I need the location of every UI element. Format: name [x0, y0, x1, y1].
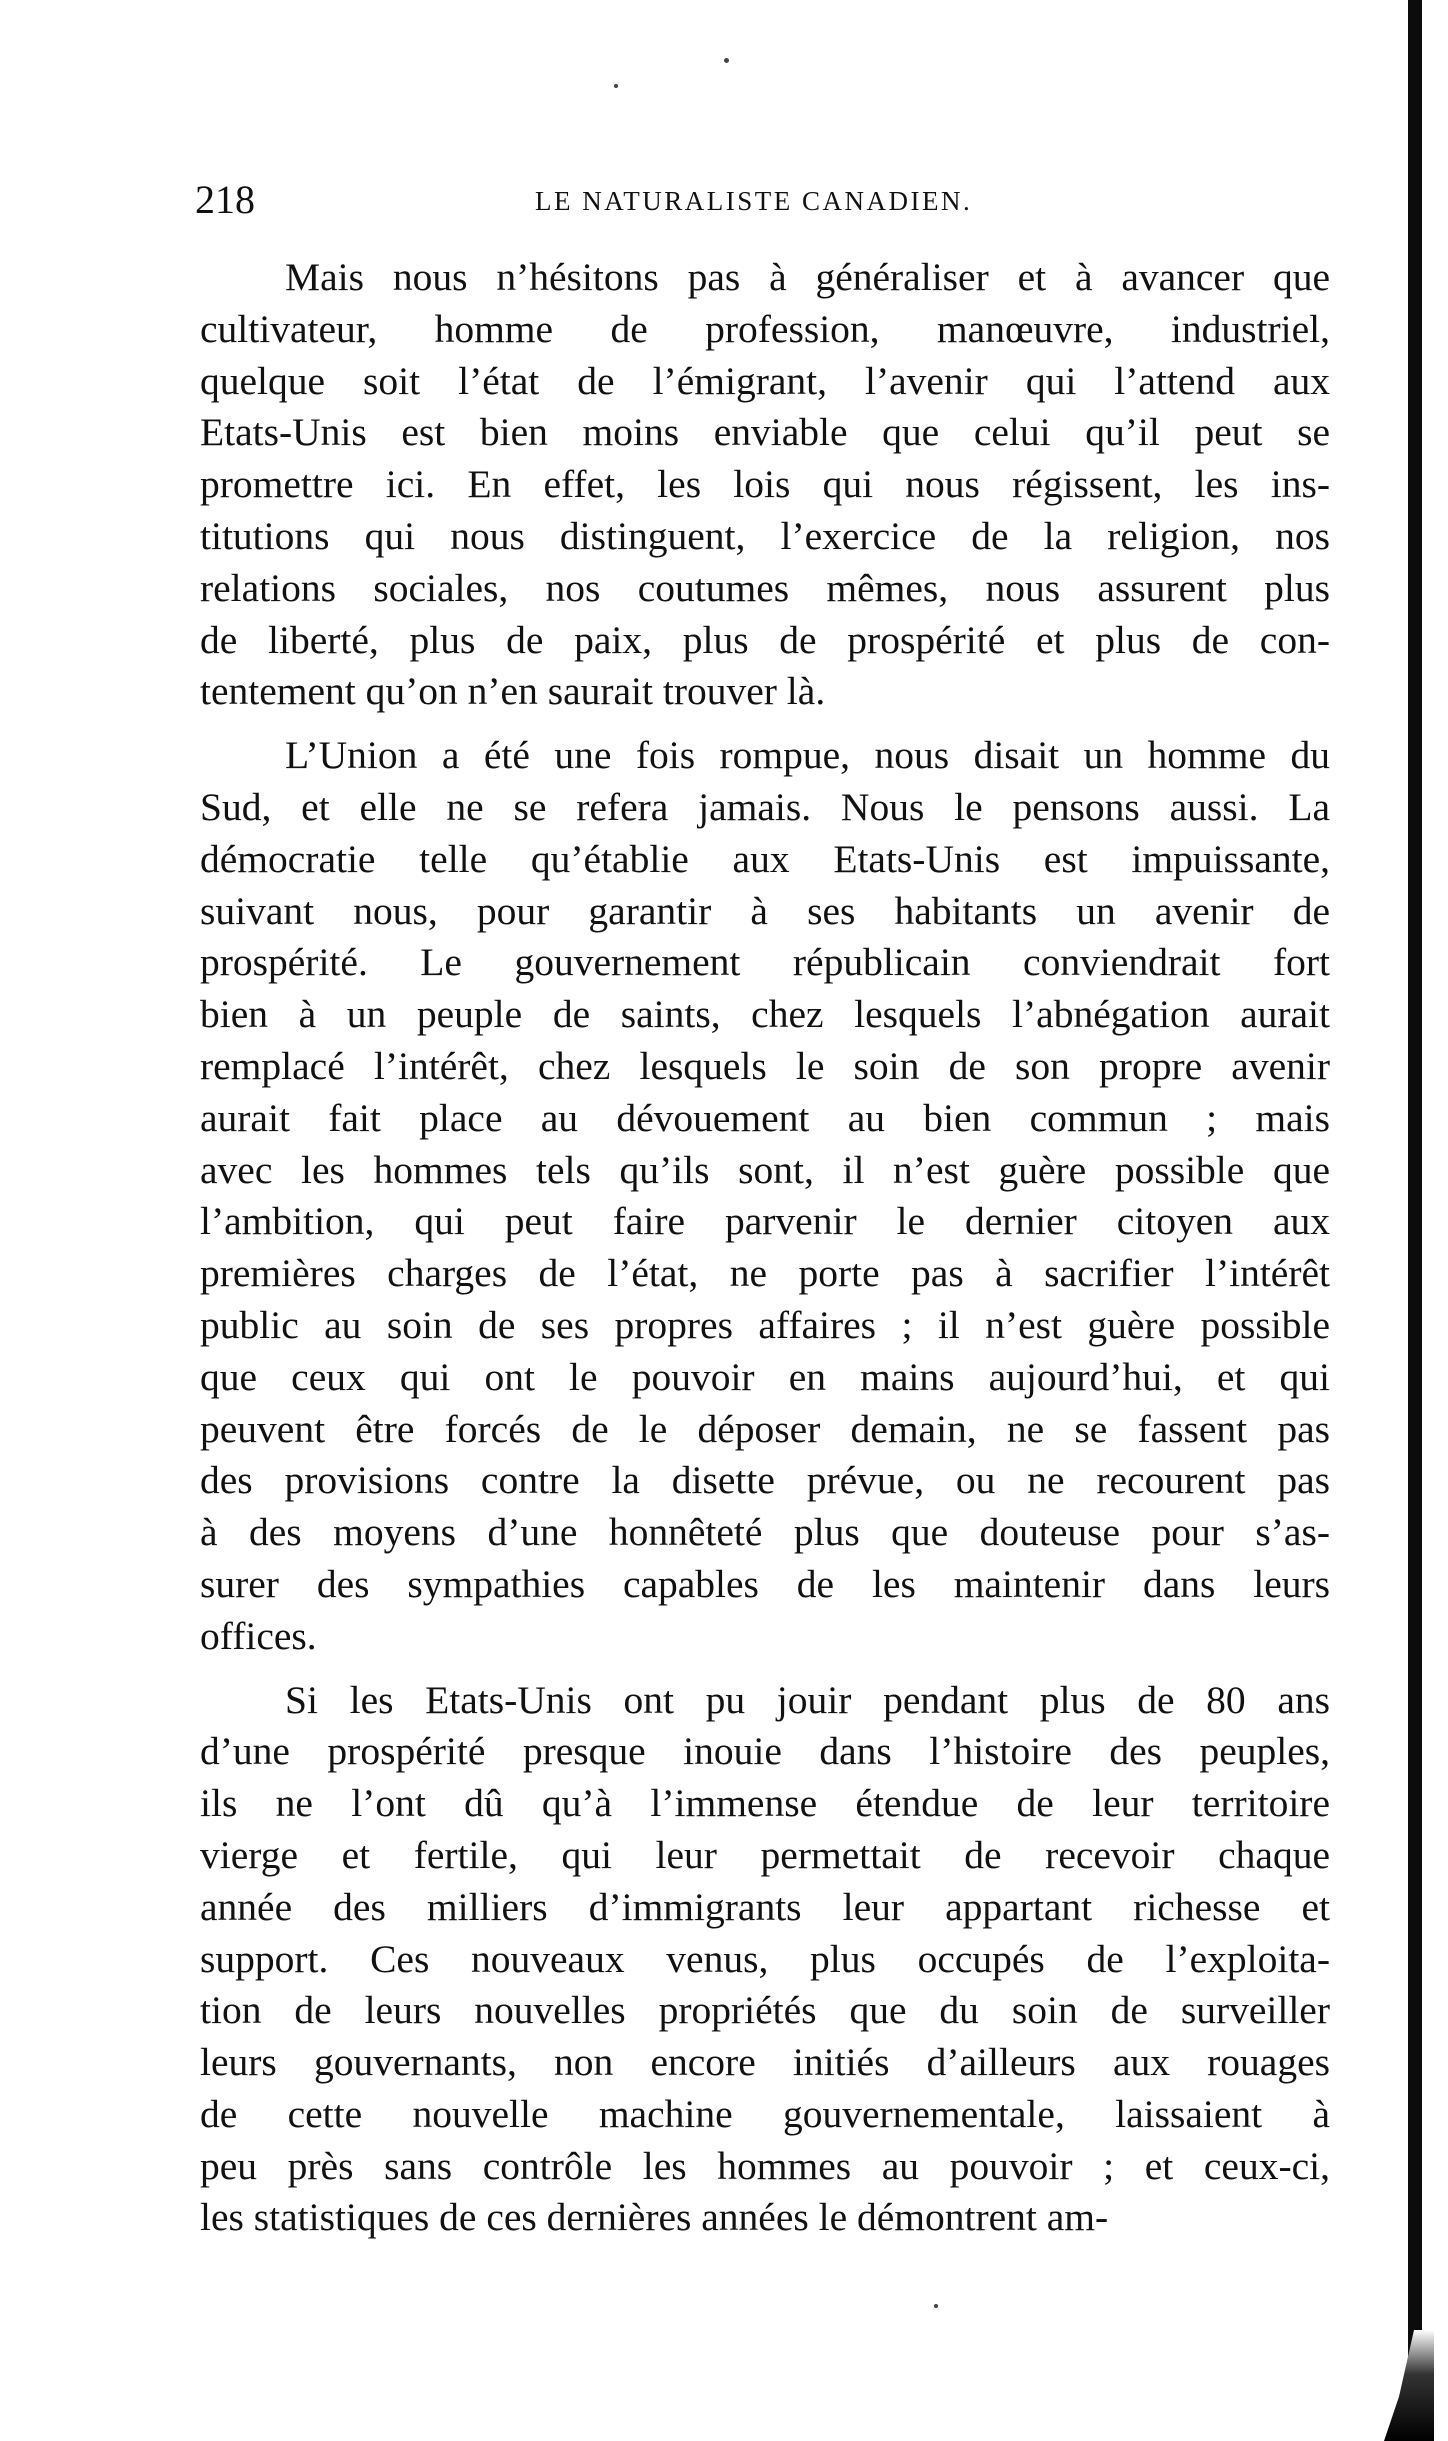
- page-header: [195, 175, 1335, 225]
- text-line: remplacé l’intérêt, chez lesquels le soin de son propre avenir: [200, 1043, 1330, 1088]
- text-line: bien à un peuple de saints, chez lesquels l’abnégation aurait: [200, 992, 1330, 1037]
- text-line: aurait fait place au dévouement au bien commun ; mais: [200, 1095, 1330, 1140]
- paragraph: [200, 252, 1330, 718]
- text-line: prospérité. Le gouvernement républicain conviendrait fort: [200, 940, 1330, 985]
- text-line: de liberté, plus de paix, plus de prospérité et plus de con-: [200, 617, 1330, 662]
- text-line: ils ne l’ont dû qu’à l’immense étendue de leur territoire: [200, 1781, 1330, 1826]
- text-line: l’ambition, qui peut faire parvenir le dernier citoyen aux: [200, 1199, 1330, 1244]
- body-text: [200, 252, 1330, 2256]
- text-line: promettre ici. En effet, les lois qui nous régissent, les ins-: [200, 462, 1330, 507]
- ink-speck: [724, 58, 729, 63]
- text-line: surer des sympathies capables de les maintenir dans leurs: [200, 1561, 1330, 1606]
- text-line: suivant nous, pour garantir à ses habitants un avenir de: [200, 888, 1330, 933]
- paragraph: [200, 1675, 1330, 2245]
- text-line: avec les hommes tels qu’ils sont, il n’est guère possible que: [200, 1147, 1330, 1192]
- text-line: de cette nouvelle machine gouvernementale, laissaient à: [200, 2091, 1330, 2136]
- text-line: Sud, et elle ne se refera jamais. Nous le pensons aussi. La: [200, 784, 1330, 829]
- text-line: année des milliers d’immigrants leur appartant richesse et: [200, 1884, 1330, 1929]
- ink-speck: [934, 2304, 938, 2308]
- text-line: cultivateur, homme de profession, manœuvre, industriel,: [200, 306, 1330, 351]
- text-line: premières charges de l’état, ne porte pas à sacrifier l’intérêt: [200, 1251, 1330, 1296]
- text-line: Etats-Unis est bien moins enviable que celui qu’il peut se: [200, 410, 1330, 455]
- text-line: d’une prospérité presque inouie dans l’histoire des peuples,: [200, 1729, 1330, 1774]
- text-line: vierge et fertile, qui leur permettait de recevoir chaque: [200, 1832, 1330, 1877]
- text-line: que ceux qui ont le pouvoir en mains aujourd’hui, et qui: [200, 1354, 1330, 1399]
- page-number: 218: [195, 177, 255, 222]
- text-line: relations sociales, nos coutumes mêmes, nous assurent plus: [200, 565, 1330, 610]
- text-line: leurs gouvernants, non encore initiés d’ailleurs aux rouages: [200, 2040, 1330, 2085]
- text-line: peu près sans contrôle les hommes au pouvoir ; et ceux-ci,: [200, 2143, 1330, 2188]
- text-line: à des moyens d’une honnêteté plus que douteuse pour s’as-: [200, 1510, 1330, 1555]
- text-line: démocratie telle qu’établie aux Etats-Unis est impuissante,: [200, 836, 1330, 881]
- running-title: LE NATURALISTE CANADIEN.: [535, 186, 973, 216]
- paragraph: [200, 730, 1330, 1662]
- text-line: support. Ces nouveaux venus, plus occupés de l’exploita-: [200, 1936, 1330, 1981]
- text-line: Si les Etats-Unis ont pu jouir pendant plus de 80 ans: [285, 1677, 1330, 1722]
- text-line: offices.: [200, 1613, 317, 1658]
- text-line: quelque soit l’état de l’émigrant, l’avenir qui l’attend aux: [200, 358, 1330, 403]
- ink-speck: [614, 84, 618, 88]
- text-line: L’Union a été une fois rompue, nous disait un homme du: [285, 733, 1330, 778]
- text-line: tentement qu’on n’en saurait trouver là.: [200, 669, 826, 714]
- text-line: Mais nous n’hésitons pas à généraliser et à avancer que: [285, 255, 1330, 299]
- page-edge-shadow: [1408, 0, 1422, 2441]
- text-line: public au soin de ses propres affaires ; il n’est guère possible: [200, 1302, 1330, 1347]
- text-line: des provisions contre la disette prévue, ou ne recourent pas: [200, 1458, 1330, 1503]
- text-line: titutions qui nous distinguent, l’exercice de la religion, nos: [200, 513, 1330, 558]
- text-line: peuvent être forcés de le déposer demain, ne se fassent pas: [200, 1406, 1330, 1451]
- text-line: tion de leurs nouvelles propriétés que du soin de surveiller: [200, 1988, 1330, 2033]
- text-line: les statistiques de ces dernières années le démontrent am-: [200, 2195, 1109, 2240]
